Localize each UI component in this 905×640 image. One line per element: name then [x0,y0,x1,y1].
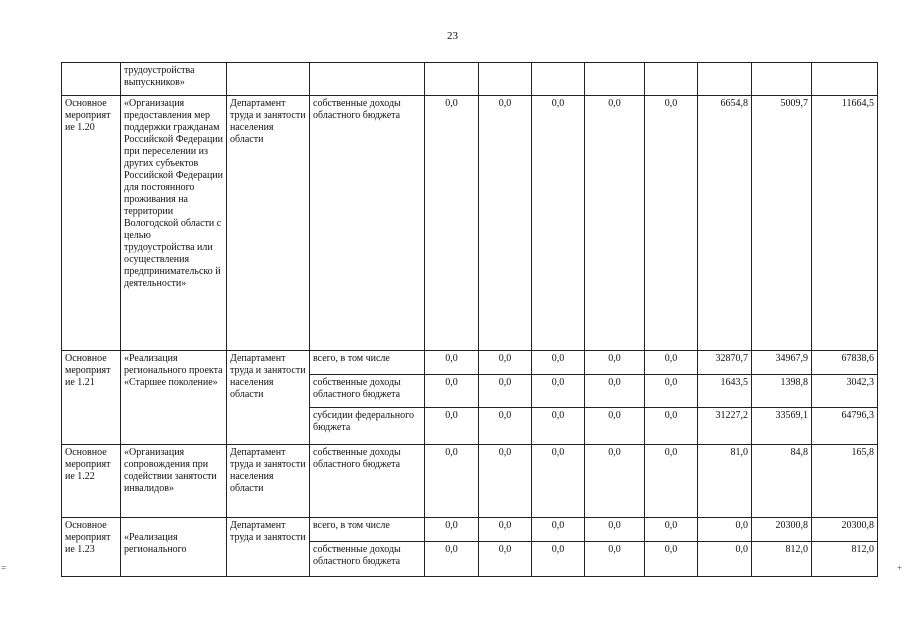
funding-source-cell: собственные доходы областного бюджета [310,375,425,408]
value-cell: 20300,8 [812,518,878,542]
budget-table [61,62,878,577]
funding-source-cell: собственные доходы областного бюджета [310,96,425,351]
value-cell: 67838,6 [812,351,878,375]
value-cell: 0,0 [532,351,585,375]
value-cell: 0,0 [425,408,479,445]
table-row [62,518,878,542]
value-cell: 0,0 [532,96,585,351]
value-cell: 0,0 [532,518,585,542]
value-cell: 0,0 [645,542,698,577]
activity-code-cell: Основное мероприят ие 1.23 [62,518,121,577]
activity-name-cell: «Реализация регионального проекта «Старшее поколение» [121,351,227,445]
value-cell: 0,0 [479,518,532,542]
executor-cell: Департамент труда и занятости [227,518,310,577]
value-cell: 6654,8 [698,96,752,351]
value-cell: 0,0 [645,445,698,518]
value-cell: 0,0 [479,375,532,408]
value-cell: 64796,3 [812,408,878,445]
activity-code-cell: Основное мероприят ие 1.20 [62,96,121,351]
funding-source-cell [310,63,425,96]
value-cell [425,63,479,96]
value-cell [532,63,585,96]
value-cell: 32870,7 [698,351,752,375]
funding-source-cell: субсидии федерального бюджета [310,408,425,445]
value-cell: 0,0 [585,96,645,351]
value-cell: 165,8 [812,445,878,518]
value-cell: 0,0 [645,518,698,542]
activity-code-cell: Основное мероприят ие 1.21 [62,351,121,445]
value-cell: 0,0 [698,518,752,542]
funding-source-cell: всего, в том числе [310,518,425,542]
value-cell [752,63,812,96]
funding-source-cell: собственные доходы областного бюджета [310,542,425,577]
table-row [62,96,878,351]
value-cell: 1643,5 [698,375,752,408]
value-cell: 84,8 [752,445,812,518]
executor-cell: Департамент труда и занятости населения области [227,445,310,518]
value-cell: 0,0 [479,351,532,375]
right-edge-mark: + [897,563,903,573]
value-cell: 0,0 [479,542,532,577]
activity-name-cell: «Организация сопровождения при содействии занятости инвалидов» [121,445,227,518]
value-cell: 34967,9 [752,351,812,375]
value-cell: 0,0 [425,351,479,375]
activity-name-cell: «Организация предоставления мер поддержки гражданам Российской Федерации при переселении из других субъектов Российской Федерации для постоянного проживания на территории Вологодской области с целью трудоустройства или осуществления предпринимательско й деятельности» [121,96,227,351]
value-cell [812,63,878,96]
value-cell: 0,0 [645,408,698,445]
executor-cell [227,63,310,96]
value-cell: 0,0 [585,542,645,577]
value-cell [698,63,752,96]
value-cell: 0,0 [532,542,585,577]
value-cell: 0,0 [698,542,752,577]
funding-source-cell: собственные доходы областного бюджета [310,445,425,518]
value-cell: 3042,3 [812,375,878,408]
value-cell: 0,0 [645,96,698,351]
value-cell: 0,0 [645,351,698,375]
value-cell: 0,0 [532,445,585,518]
activity-code-cell: Основное мероприят ие 1.22 [62,445,121,518]
page-number: 23 [447,30,458,42]
value-cell: 0,0 [532,375,585,408]
value-cell: 20300,8 [752,518,812,542]
activity-code-cell [62,63,121,96]
value-cell: 0,0 [645,375,698,408]
value-cell: 81,0 [698,445,752,518]
value-cell: 0,0 [479,96,532,351]
table-row [62,351,878,375]
value-cell: 0,0 [585,445,645,518]
value-cell: 0,0 [585,408,645,445]
value-cell: 0,0 [479,445,532,518]
value-cell: 0,0 [585,351,645,375]
left-edge-mark: = [1,563,7,573]
value-cell: 812,0 [812,542,878,577]
executor-cell: Департамент труда и занятости населения области [227,96,310,351]
value-cell: 0,0 [425,375,479,408]
value-cell: 0,0 [425,518,479,542]
funding-source-cell: всего, в том числе [310,351,425,375]
value-cell: 0,0 [425,445,479,518]
value-cell: 0,0 [585,375,645,408]
activity-name-cell: трудоустройства выпускников» [121,63,227,96]
value-cell: 1398,8 [752,375,812,408]
value-cell: 0,0 [585,518,645,542]
value-cell: 0,0 [479,408,532,445]
value-cell: 11664,5 [812,96,878,351]
value-cell: 33569,1 [752,408,812,445]
value-cell [479,63,532,96]
value-cell: 0,0 [425,96,479,351]
table-row [62,63,878,96]
value-cell: 5009,7 [752,96,812,351]
value-cell: 31227,2 [698,408,752,445]
table-row [62,445,878,518]
executor-cell: Департамент труда и занятости населения области [227,351,310,445]
activity-name-cell: «Реализация регионального [121,518,227,577]
value-cell [585,63,645,96]
value-cell: 812,0 [752,542,812,577]
value-cell [645,63,698,96]
value-cell: 0,0 [532,408,585,445]
value-cell: 0,0 [425,542,479,577]
